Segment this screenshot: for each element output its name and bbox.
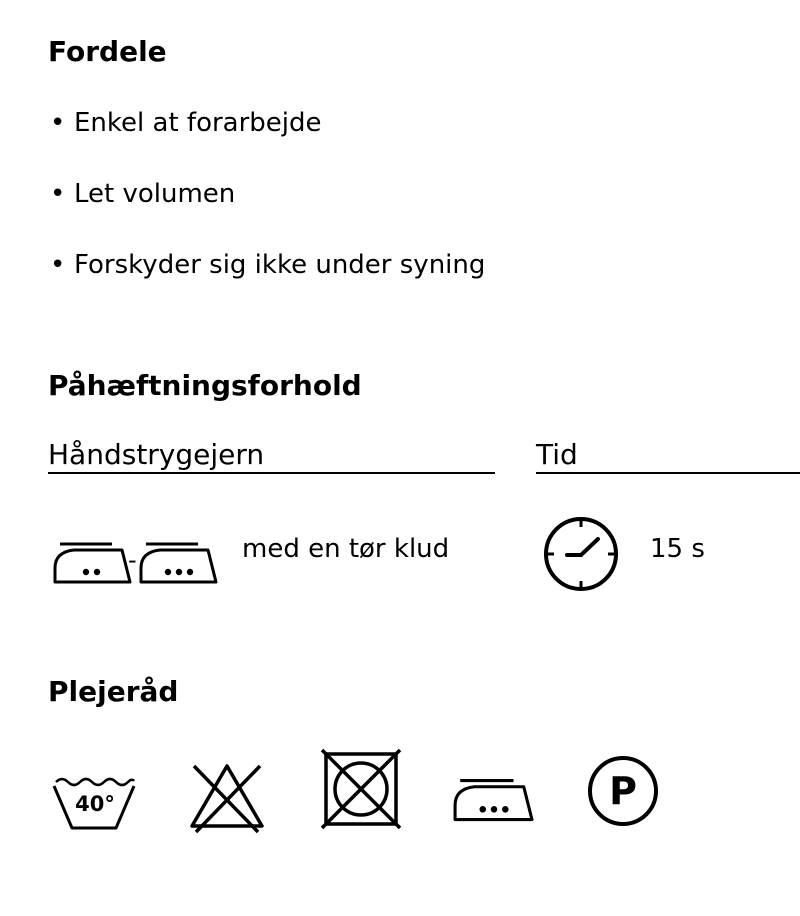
fordele-heading: Fordele bbox=[48, 35, 167, 68]
iron-column-header: Håndstrygejern bbox=[48, 438, 495, 474]
dry-clean-p-icon bbox=[588, 756, 658, 826]
iron-two-dots-icon bbox=[52, 532, 132, 588]
bullet-icon: • bbox=[50, 179, 66, 209]
list-item: • Enkel at forarbejde bbox=[50, 105, 485, 176]
iron-range-separator: - bbox=[128, 546, 137, 574]
paahaeftning-heading: Påhæftningsforhold bbox=[48, 369, 362, 402]
list-item: • Let volumen bbox=[50, 176, 485, 247]
bullet-icon: • bbox=[50, 250, 66, 280]
plejeraad-heading: Plejeråd bbox=[48, 675, 179, 708]
list-item: • Forskyder sig ikke under syning bbox=[50, 247, 485, 318]
no-tumble-dry-icon bbox=[320, 748, 402, 830]
bullet-icon: • bbox=[50, 108, 66, 138]
iron-high-heat-icon bbox=[452, 768, 534, 826]
wash-temperature: 40° bbox=[75, 792, 115, 816]
iron-note: med en tør klud bbox=[242, 534, 450, 564]
time-value: 15 s bbox=[650, 534, 705, 564]
clock-icon bbox=[542, 515, 620, 593]
dry-clean-letter: P bbox=[609, 769, 637, 813]
iron-three-dots-icon bbox=[138, 532, 218, 588]
time-column-header: Tid bbox=[536, 438, 800, 474]
fordele-list bbox=[50, 105, 485, 318]
wash-40-icon bbox=[52, 772, 136, 832]
no-bleach-icon bbox=[186, 760, 268, 834]
